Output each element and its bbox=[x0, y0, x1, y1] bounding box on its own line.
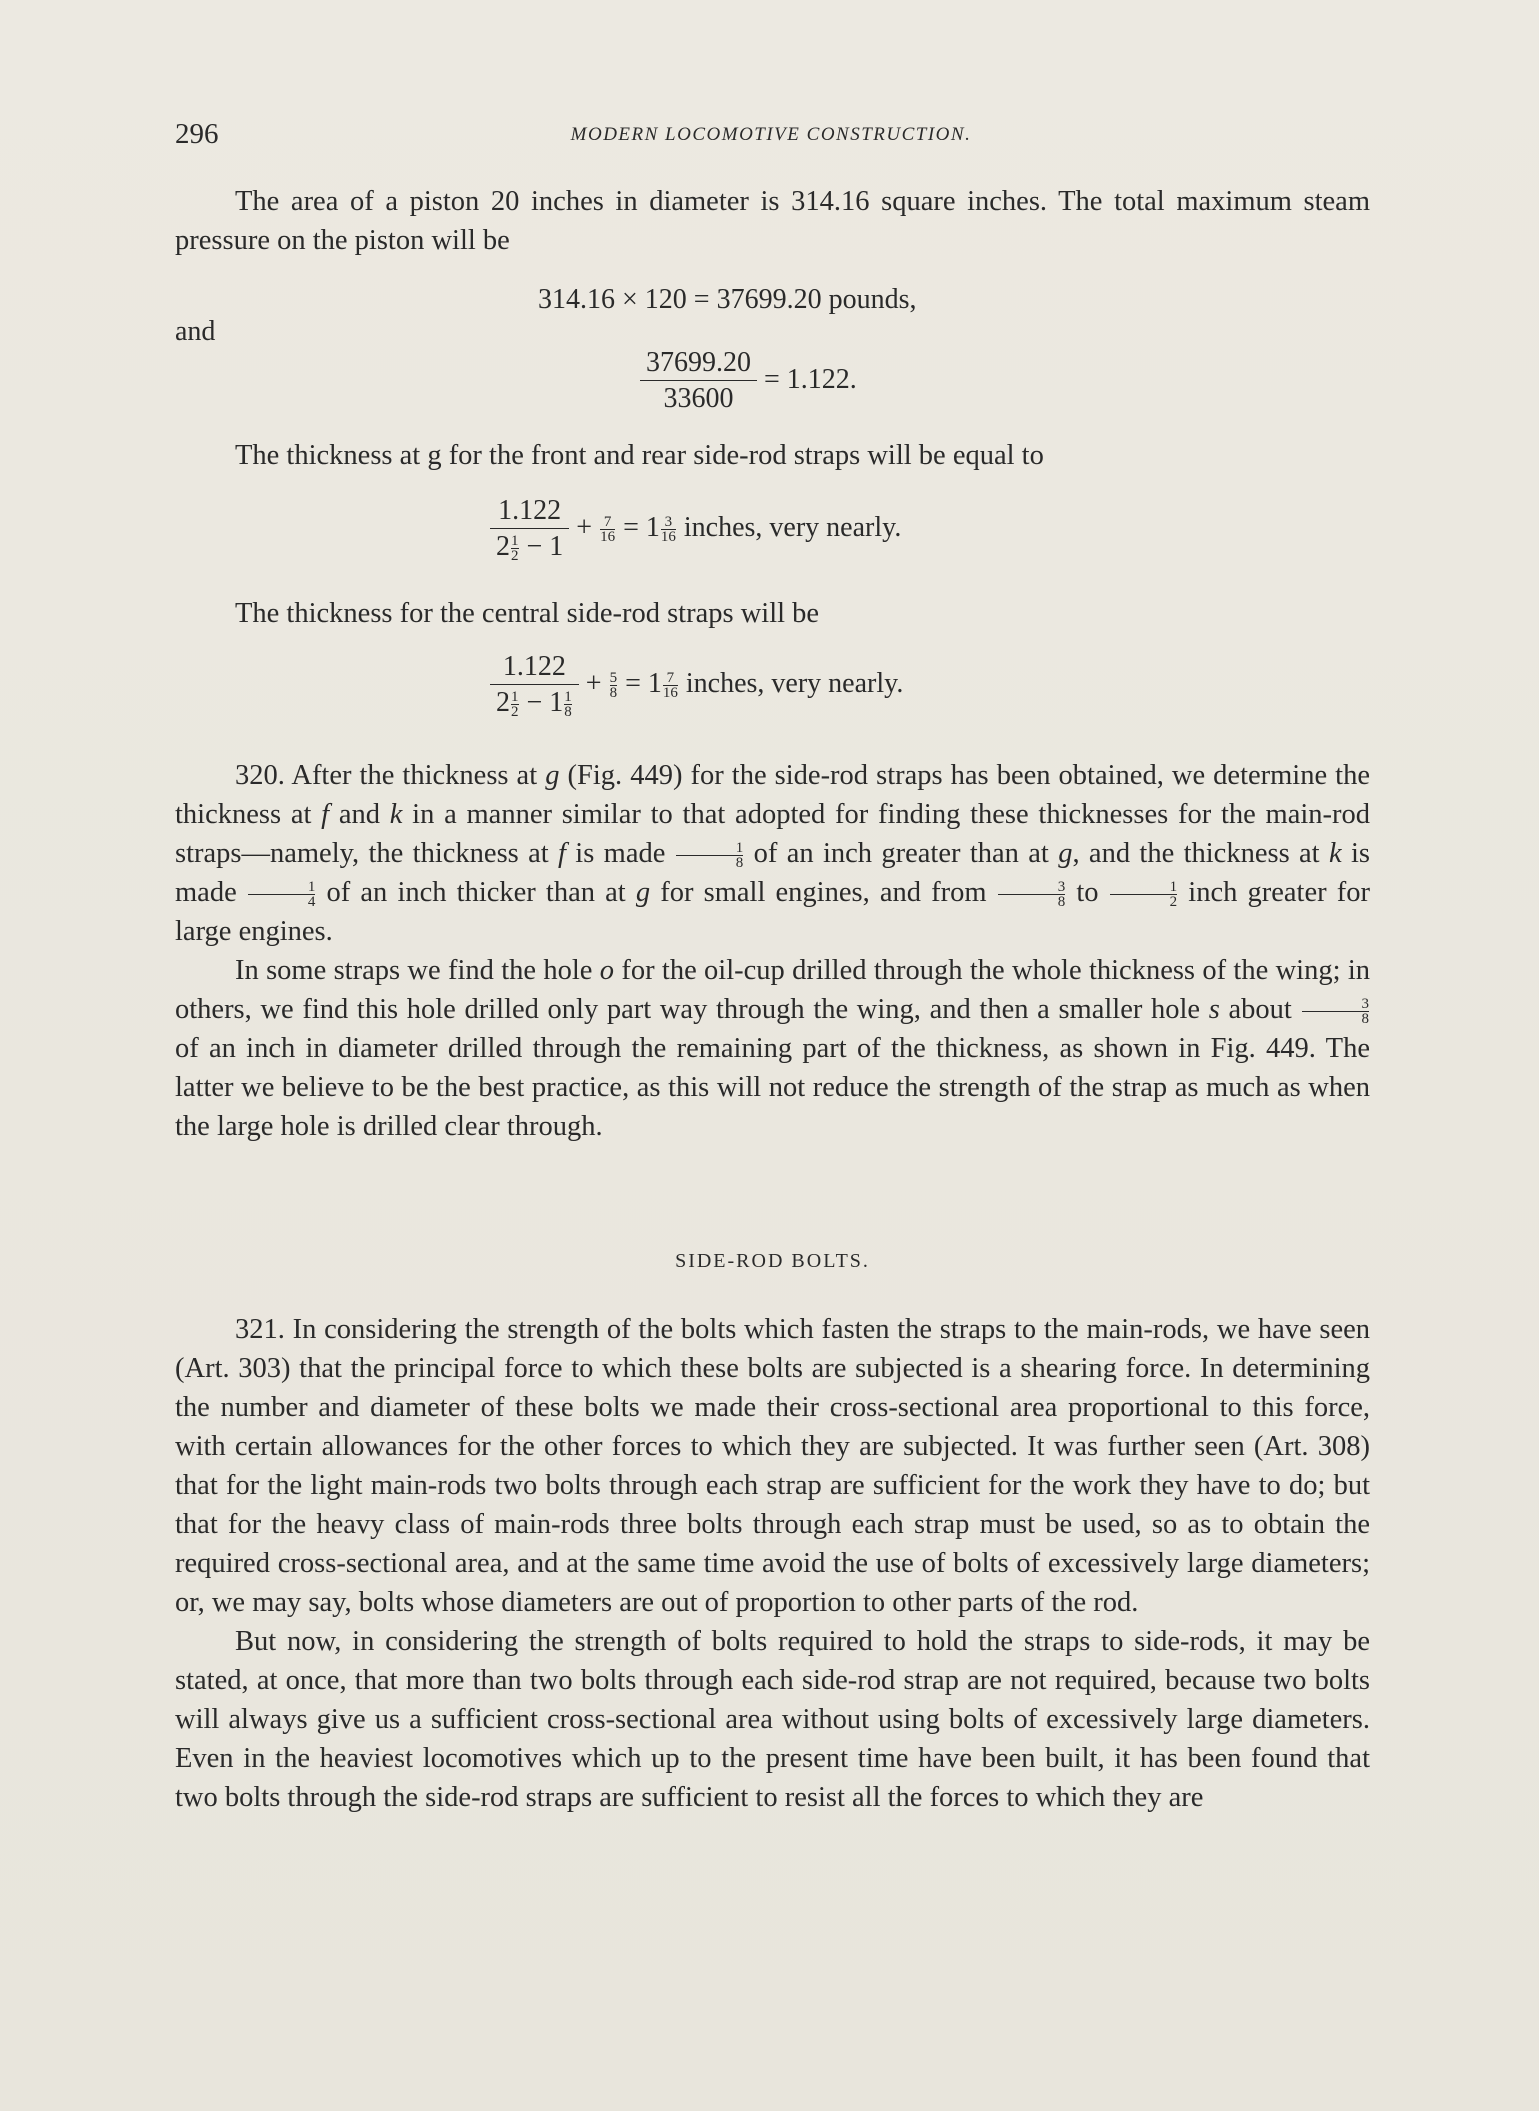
and-word: and bbox=[175, 316, 216, 347]
paragraph-piston-area: The area of a piston 20 inches in diameter is 314.16 square inches. The total maximum steam pressure on the piston will be bbox=[175, 186, 1370, 256]
section-heading: SIDE-ROD BOLTS. bbox=[675, 1250, 870, 1272]
running-title: MODERN LOCOMOTIVE CONSTRUCTION. bbox=[570, 124, 972, 145]
page-header bbox=[175, 118, 1367, 158]
equation-thickness-front: 1.122 2 $\frac{1}{2}$ − 1 + $\frac{7}{16}$ = 1 $\frac{3}{16}$ inches, very nearly. bbox=[490, 494, 901, 565]
equation-thickness-central: 1.122 2 $\frac{1}{2}$ − 1 $\frac{1}{8}$ + $\frac{5}{8}$ = 1 $\frac{7}{16}$ inches, very nearly. bbox=[490, 650, 903, 721]
fraction: 1.122 2 $\frac{1}{2}$ − 1 $\frac{1}{8}$ bbox=[490, 650, 579, 721]
page-number: 296 bbox=[175, 118, 219, 150]
paragraph-thickness-front: The thickness at g for the front and rear side-rod straps will be equal to bbox=[235, 440, 1044, 471]
equation-pressure: 314.16 × 120 = 37699.20 pounds, bbox=[538, 284, 917, 315]
paragraph-321: 321. In considering the strength of the bolts which fasten the straps to the main-rods, we have seen (Art. 303) that the principal force to which these bolts are subjected is a shearing force. In determining the number and diameter of these bolts we made their cross-sectional area proportional to this force, with certain allowances for the other forces to which they are subjected. It was further seen (Art. 308) that for the light main-rods two bolts through each strap are sufficient for the work they have to do; but that for the heavy class of main-rods three bolts through each strap must be used, so as to obtain the required cross-sectional area, and at the same time avoid the use of bolts of excessively large diameters; or, we may say, bolts whose diameters are out of proportion to other parts of the rod. But now, in considering the strength of bolts required to hold the straps to side-rods, it may be stated, at once, that more than two bolts through each side-rod strap are not required, because two bolts will always give us a sufficient cross-sectional area without using bolts of excessively large diameters. Even in the heaviest locomotives which up to the present time have been built, it has been found that two bolts through the side-rod straps are sufficient to resist all the forces to which they are bbox=[175, 1310, 1370, 1817]
paragraph-320: 320. After the thickness at g (Fig. 449) for the side-rod straps has been obtained, we determine the thickness at f and k in a manner similar to that adopted for finding these thicknesses for the main-rod straps—namely, the thickness at f is made $\frac{1}{8}$ of an inch greater than at g, and the thickness at k is made $\frac{1}{4}$ of an inch thicker than at g for small engines, and from $\frac{3}{8}$ to $\frac{1}{2}$ inch greater for large engines. In some straps we find the hole o for the oil-cup drilled through the whole thickness of the wing; in others, we find this hole drilled only part way through the wing, and then a smaller hole s about $\frac{3}{8}$ of an inch in diameter drilled through the remaining part of the thickness, as shown in Fig. 449. The latter we believe to be the best practice, as this will not reduce the strength of the strap as much as when the large hole is drilled clear through. bbox=[175, 756, 1370, 1146]
fraction: 1.122 2 $\frac{1}{2}$ − 1 bbox=[490, 494, 569, 565]
equation-ratio: $\frac{37699.20}{33600}$ = 1.122. bbox=[640, 346, 857, 417]
paragraph-oil-cup: In some straps we find the hole o for the oil-cup drilled through the whole thickness of the wing; in others, we find this hole drilled only part way through the wing, and then a smaller hole s about $\frac{3}{8}$ of an inch in diameter drilled through the remaining part of the thickness, as shown in Fig. 449. The latter we believe to be the best practice, as this will not reduce the strength of the strap as much as when the large hole is drilled clear through. bbox=[175, 955, 1370, 1142]
paragraph-thickness-central: The thickness for the central side-rod straps will be bbox=[235, 598, 820, 629]
fraction: $\frac{37699.20}{33600}$ bbox=[640, 346, 757, 417]
paragraph-but-now: But now, in considering the strength of bolts required to hold the straps to side-rods, it may be stated, at once, that more than two bolts through each side-rod strap are not required, because two bolts will always give us a sufficient cross-sectional area without using bolts of excessively large diameters. Even in the heaviest locomotives which up to the present time have been built, it has been found that two bolts through the side-rod straps are sufficient to resist all the forces to which they are bbox=[175, 1626, 1370, 1813]
